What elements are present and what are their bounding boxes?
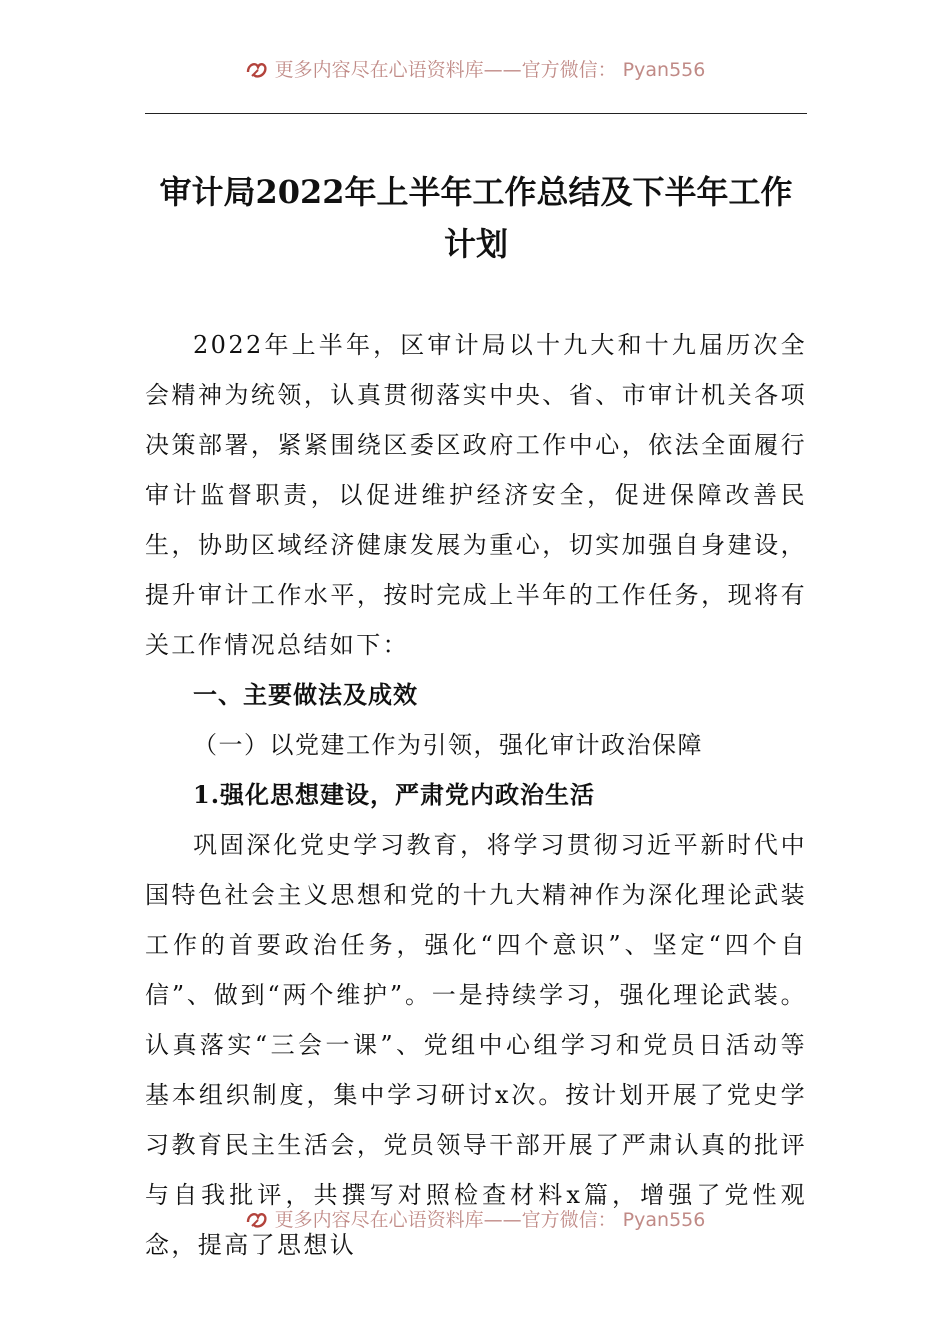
document-body bbox=[145, 320, 807, 1270]
subsection-heading: （一）以党建工作为引领，强化审计政治保障 bbox=[193, 731, 703, 759]
item-paragraph: 巩固深化党史学习教育，将学习贯彻习近平新时代中国特色社会主义思想和党的十九大精神作为深化理论武装工作的首要政治任务，强化“四个意识”、坚定“四个自信”、做到“两个维护”。一是持续学习，强化理论武装。认真落实“三会一课”、党组中心组学习和党员日活动等基本组织制度，集中学习研讨x次。按计划开展了党史学习教育民主生活会，党员领导干部开展了严肃认真的批评与自我批评，共撰写对照检查材料x篇，增强了党性观念，提高了思想认 bbox=[145, 831, 807, 1259]
header-rule bbox=[145, 113, 807, 114]
watermark-top bbox=[0, 58, 950, 82]
document-title: 审计局2022年上半年工作总结及下半年工作计划 bbox=[159, 173, 793, 263]
item-heading: 1.强化思想建设，严肃党内政治生活 bbox=[193, 780, 596, 809]
section-heading: 一、主要做法及成效 bbox=[193, 681, 418, 709]
watermark-bottom bbox=[0, 1208, 950, 1232]
watermark-text-bottom: 更多内容尽在心语资料库——官方微信： Pyan556 bbox=[274, 1209, 706, 1231]
watermark-text-top: 更多内容尽在心语资料库——官方微信： Pyan556 bbox=[274, 59, 706, 81]
intro-paragraph: 2022年上半年，区审计局以十九大和十九届历次全会精神为统领，认真贯彻落实中央、省、市审计机关各项决策部署，紧紧围绕区委区政府工作中心，依法全面履行审计监督职责，以促进维护经济安全，促进保障改善民生，协助区域经济健康发展为重心，切实加强自身建设，提升审计工作水平，按时完成上半年的工作任务，现将有关工作情况总结如下： bbox=[145, 331, 807, 659]
logo-icon bbox=[245, 58, 269, 80]
logo-icon bbox=[245, 1208, 269, 1230]
